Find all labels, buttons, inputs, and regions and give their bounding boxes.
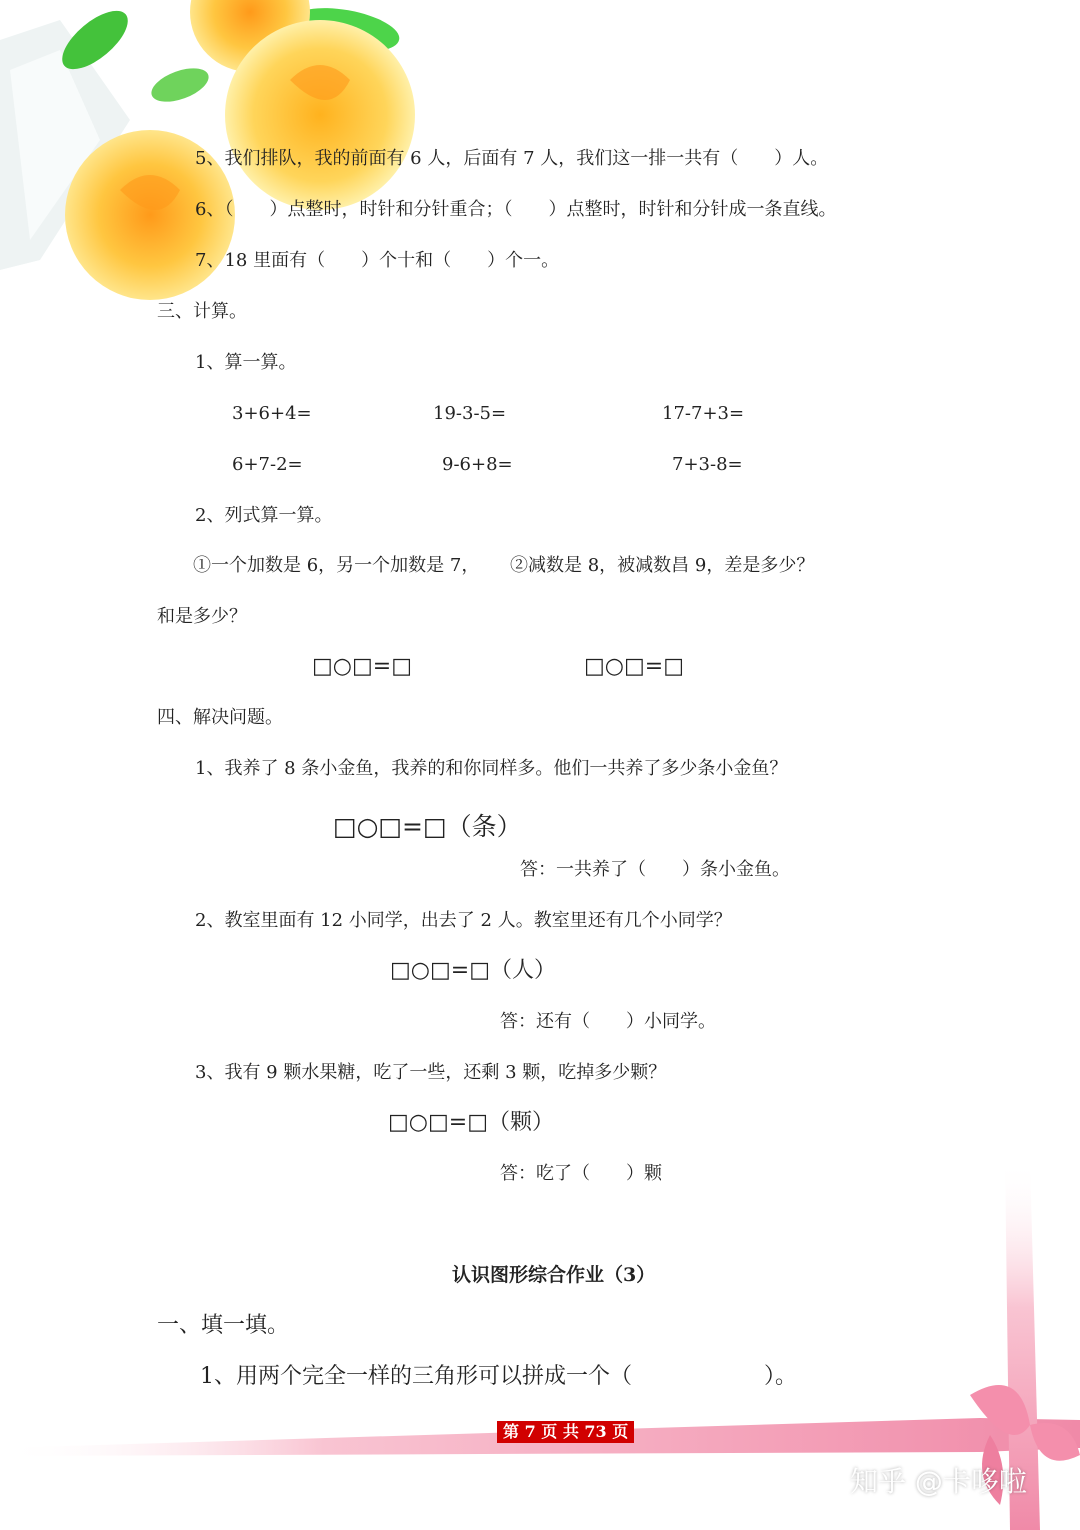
expression: 9-6+8= xyxy=(442,454,513,475)
page-number: 第 7 页 共 73 页 xyxy=(497,1421,634,1443)
word-problem-1: ①一个加数是 6，另一个加数是 7， xyxy=(193,555,480,576)
word-problem-2: ②减数是 8，被减数昌 9，差是多少？ xyxy=(510,555,815,576)
problem-2-formula: □○□=□（人） xyxy=(390,958,556,983)
section-3-heading: 三、计算。 xyxy=(157,301,247,322)
problem-3-answer: 答：吃了（ ）颗 xyxy=(500,1163,662,1184)
formula-blank: □○□=□ xyxy=(312,654,412,679)
fill-heading: 一、填一填。 xyxy=(157,1313,290,1338)
calc-sub1: 1、算一算。 xyxy=(195,352,297,373)
section-title: 认识图形综合作业（3） xyxy=(452,1264,656,1286)
expression: 19-3-5= xyxy=(433,403,507,424)
problem-1: 1、我养了 8 条小金鱼，我养的和你同样多。他们一共养了多少条小金鱼？ xyxy=(195,758,788,779)
expression: 3+6+4= xyxy=(232,403,312,424)
problem-1-answer: 答：一共养了（ ）条小金鱼。 xyxy=(520,859,790,880)
section-4-heading: 四、解决问题。 xyxy=(157,707,283,728)
calc-sub2: 2、列式算一算。 xyxy=(195,505,333,526)
fill-question-1: 1、用两个完全一样的三角形可以拼成一个（ ）。 xyxy=(200,1364,797,1389)
fill-item-7: 7、18 里面有（ ）个十和（ ）个一。 xyxy=(195,250,560,271)
problem-1-formula: □○□=□（条） xyxy=(333,812,522,841)
fill-item-6: 6、（ ）点整时，时针和分针重合；（ ）点整时，时针和分针成一条直线。 xyxy=(195,199,837,220)
formula-blank: □○□=□ xyxy=(584,654,684,679)
watermark: 知乎 @卡哆啦 xyxy=(850,1465,1027,1498)
word-problem-1-cont: 和是多少？ xyxy=(157,606,247,627)
problem-3-formula: □○□=□（颗） xyxy=(388,1110,554,1135)
problem-2-answer: 答：还有（ ）小同学。 xyxy=(500,1011,716,1032)
problem-2: 2、教室里面有 12 小同学，出去了 2 人。教室里还有几个小同学？ xyxy=(195,910,732,931)
expression: 6+7-2= xyxy=(232,454,303,475)
fill-item-5: 5、我们排队，我的前面有 6 人，后面有 7 人，我们这一排一共有（ ）人。 xyxy=(195,148,829,169)
expression: 7+3-8= xyxy=(672,454,743,475)
expression: 17-7+3= xyxy=(662,403,745,424)
problem-3: 3、我有 9 颗水果糖，吃了一些，还剩 3 颗，吃掉多少颗？ xyxy=(195,1062,667,1083)
